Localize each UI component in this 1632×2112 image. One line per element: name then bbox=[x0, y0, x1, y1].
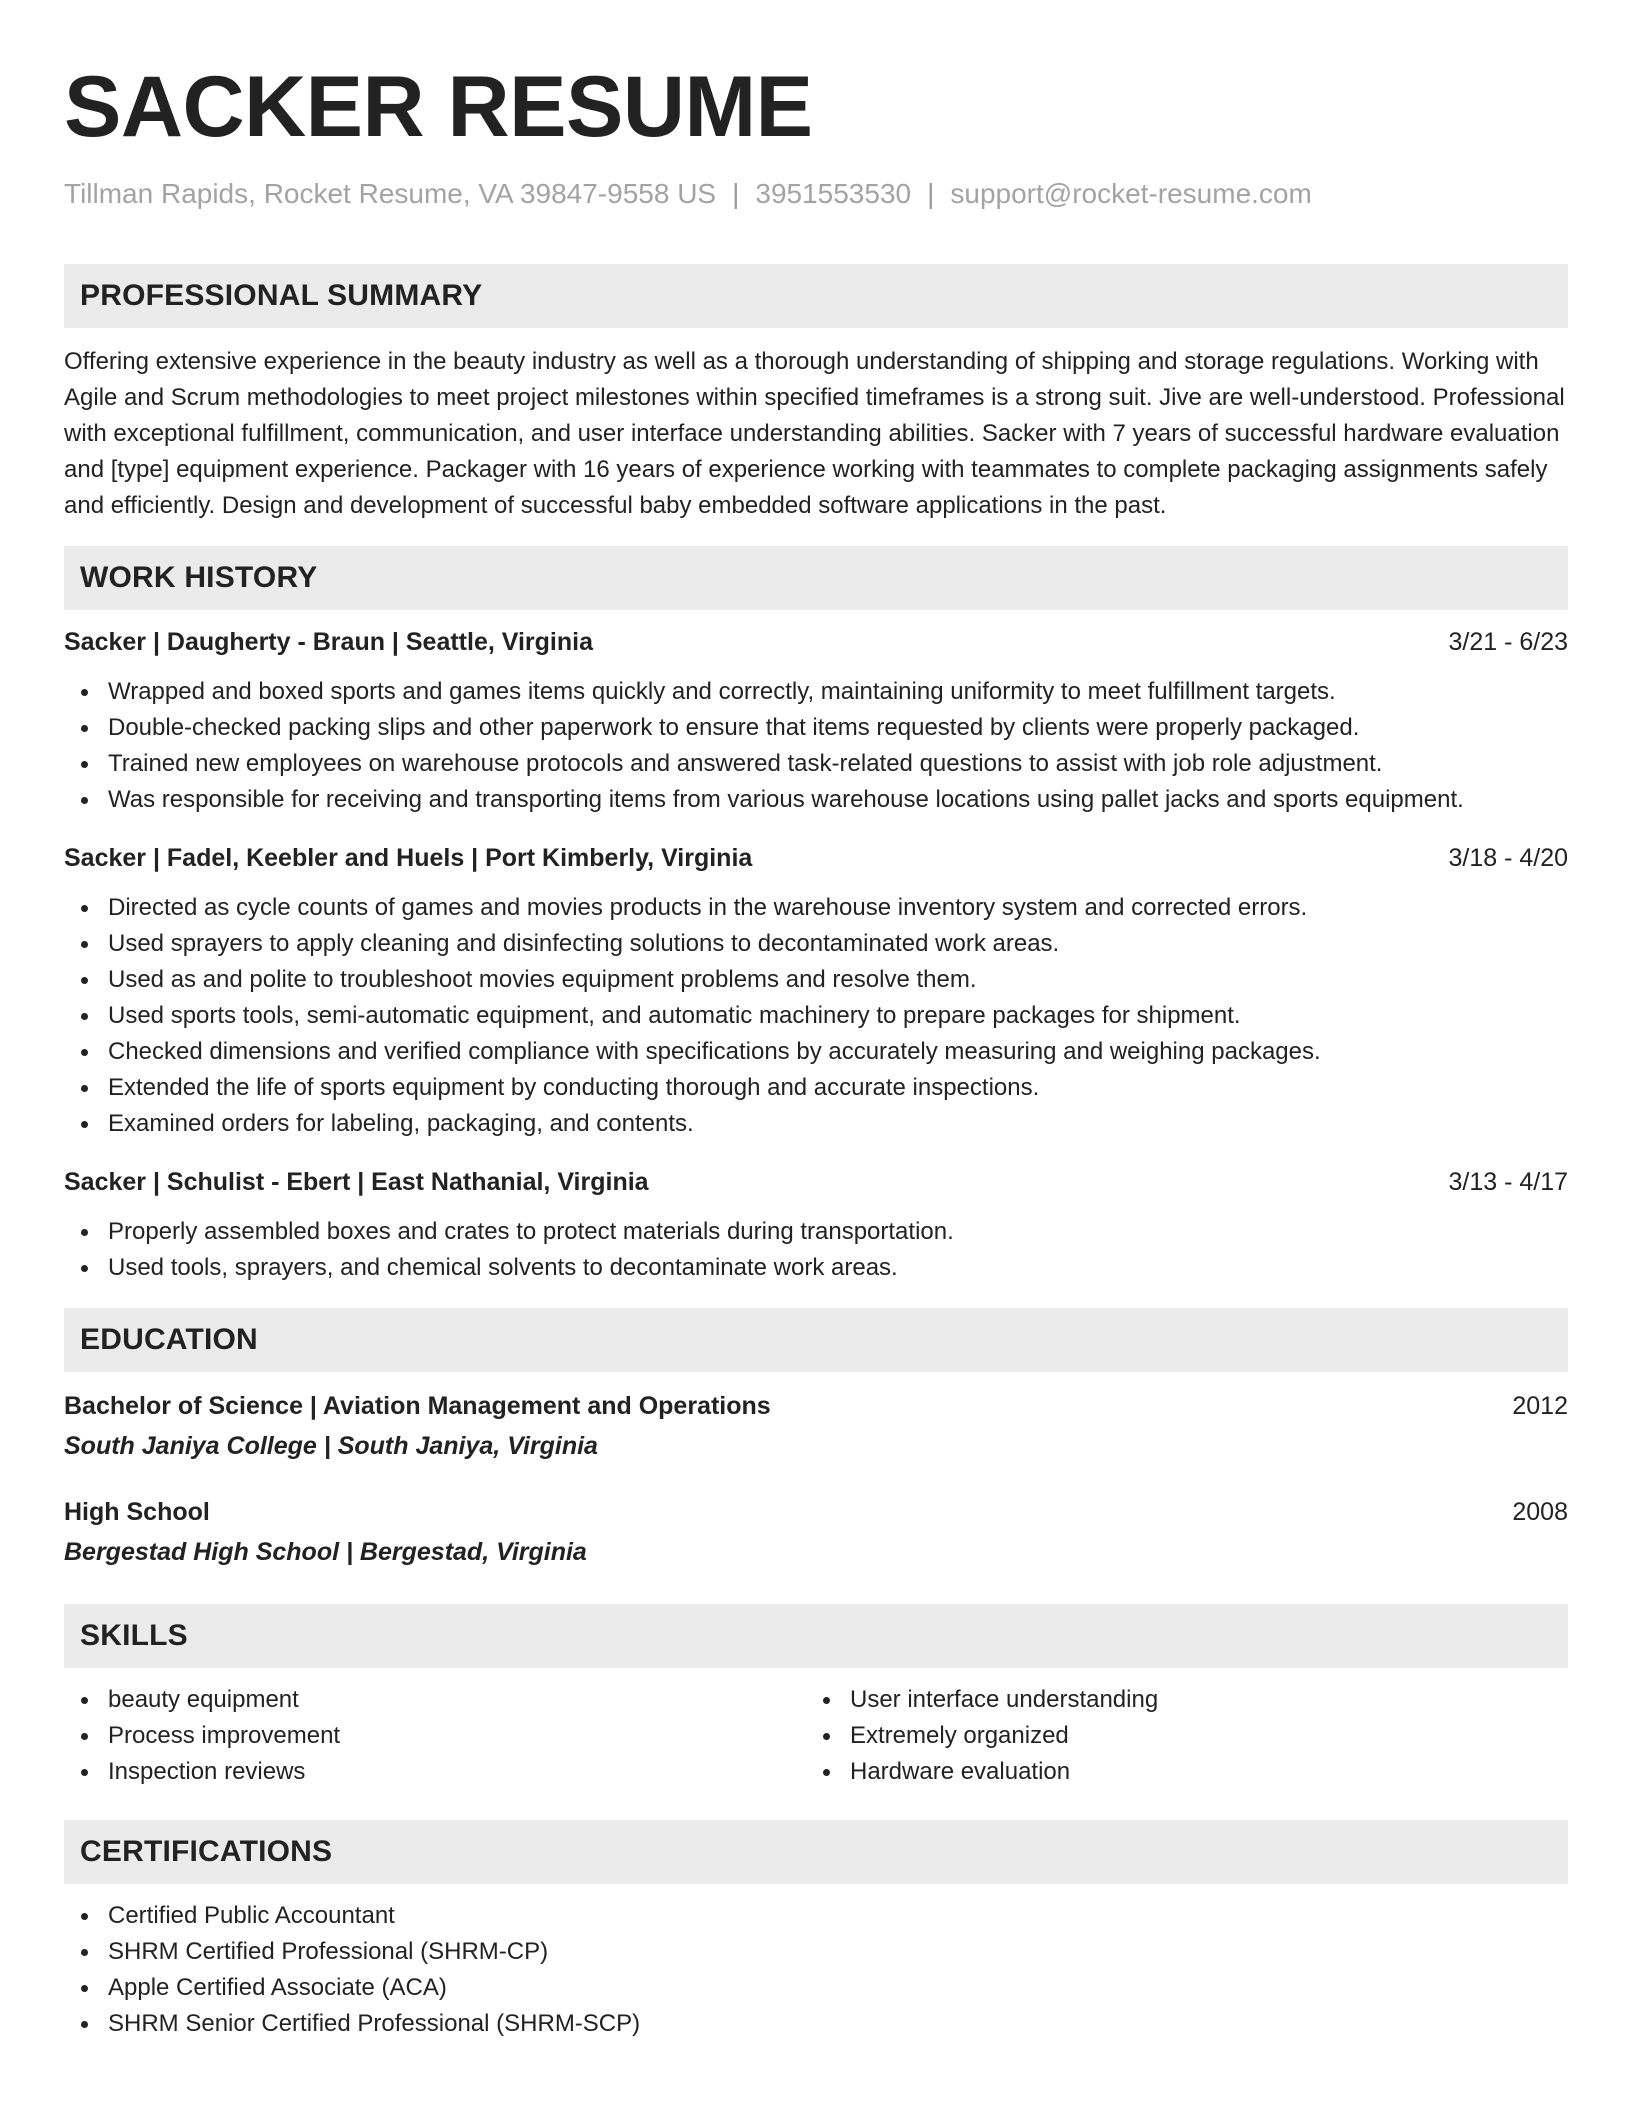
education-entry bbox=[64, 1494, 1568, 1570]
job-bullet: Properly assembled boxes and crates to protect materials during transportation. bbox=[64, 1214, 1568, 1250]
job-bullets bbox=[64, 674, 1568, 818]
contact-phone: 3951553530 bbox=[755, 178, 912, 209]
skills-column-left bbox=[64, 1682, 806, 1790]
summary-text: Offering extensive experience in the beauty industry as well as a thorough understanding of shipping and storage regulations. Working with Agile and Scrum methodologies to meet project milestones within specified timeframes is a strong suit. Jive are well-understood. Professional with exceptional fulfillment, communication, and user interface understanding abilities. Sacker with 7 years of successful hardware evaluation and [type] equipment experience. Packager with 16 years of experience working with teammates to complete packaging assignments safely and efficiently. Design and development of successful baby embedded software applications in the past. bbox=[64, 348, 1565, 519]
skill-item: User interface understanding bbox=[806, 1682, 1548, 1718]
education-entry bbox=[64, 1388, 1568, 1464]
contact-address: Tillman Rapids, Rocket Resume, VA 39847-9558 US bbox=[64, 178, 717, 209]
contact-separator: | bbox=[927, 178, 935, 209]
job-title: Sacker | Schulist - Ebert | East Nathanial, Virginia bbox=[64, 1168, 649, 1196]
job-header bbox=[64, 624, 1568, 660]
skill-item: Extremely organized bbox=[806, 1718, 1548, 1754]
job-bullet: Directed as cycle counts of games and movies products in the warehouse inventory system and corrected errors. bbox=[64, 890, 1568, 926]
job-bullet: Used sprayers to apply cleaning and disinfecting solutions to decontaminated work areas. bbox=[64, 926, 1568, 962]
job-bullets bbox=[64, 890, 1568, 1142]
certification-item: Certified Public Accountant bbox=[64, 1898, 1568, 1934]
job-entry bbox=[64, 624, 1568, 818]
job-bullet: Used tools, sprayers, and chemical solvents to decontaminate work areas. bbox=[64, 1250, 1568, 1286]
job-bullet: Checked dimensions and verified compliance with specifications by accurately measuring and weighing packages. bbox=[64, 1034, 1568, 1070]
job-entry bbox=[64, 1164, 1568, 1286]
job-bullet: Used sports tools, semi-automatic equipment, and automatic machinery to prepare packages for shipment. bbox=[64, 998, 1568, 1034]
job-dates: 3/18 - 4/20 bbox=[1448, 844, 1568, 872]
skill-item: Process improvement bbox=[64, 1718, 806, 1754]
skills-column-right bbox=[806, 1682, 1548, 1790]
section-heading-summary: PROFESSIONAL SUMMARY bbox=[64, 264, 1568, 328]
job-bullet: Was responsible for receiving and transporting items from various warehouse locations using pallet jacks and sports equipment. bbox=[64, 782, 1568, 818]
job-bullet: Trained new employees on warehouse protocols and answered task-related questions to assist with job role adjustment. bbox=[64, 746, 1568, 782]
section-heading-education: EDUCATION bbox=[64, 1308, 1568, 1372]
skills-grid bbox=[64, 1682, 1568, 1790]
skill-item: Hardware evaluation bbox=[806, 1754, 1548, 1790]
job-bullet: Wrapped and boxed sports and games items quickly and correctly, maintaining uniformity to meet fulfillment targets. bbox=[64, 674, 1568, 710]
contact-line bbox=[64, 178, 1568, 210]
job-title: Sacker | Fadel, Keebler and Huels | Port Kimberly, Virginia bbox=[64, 844, 753, 872]
contact-separator: | bbox=[732, 178, 740, 209]
job-bullet: Extended the life of sports equipment by conducting thorough and accurate inspections. bbox=[64, 1070, 1568, 1106]
education-header bbox=[64, 1494, 1568, 1530]
education-school: Bergestad High School | Bergestad, Virginia bbox=[64, 1538, 587, 1566]
job-dates: 3/21 - 6/23 bbox=[1448, 628, 1568, 656]
certification-item: Apple Certified Associate (ACA) bbox=[64, 1970, 1568, 2006]
job-bullet: Used as and polite to troubleshoot movies equipment problems and resolve them. bbox=[64, 962, 1568, 998]
certifications-list bbox=[64, 1898, 1568, 2042]
education-degree: Bachelor of Science | Aviation Management and Operations bbox=[64, 1392, 771, 1420]
certification-item: SHRM Certified Professional (SHRM-CP) bbox=[64, 1934, 1568, 1970]
job-title: Sacker | Daugherty - Braun | Seattle, Virginia bbox=[64, 628, 593, 656]
job-entry bbox=[64, 840, 1568, 1142]
section-heading-skills: SKILLS bbox=[64, 1604, 1568, 1668]
contact-email: support@rocket-resume.com bbox=[950, 178, 1312, 209]
education-header bbox=[64, 1388, 1568, 1424]
job-bullet: Double-checked packing slips and other paperwork to ensure that items requested by clients were properly packaged. bbox=[64, 710, 1568, 746]
job-header bbox=[64, 1164, 1568, 1200]
skill-item: Inspection reviews bbox=[64, 1754, 806, 1790]
job-dates: 3/13 - 4/17 bbox=[1448, 1168, 1568, 1196]
job-bullets bbox=[64, 1214, 1568, 1286]
education-degree: High School bbox=[64, 1498, 210, 1526]
certification-item: SHRM Senior Certified Professional (SHRM-SCP) bbox=[64, 2006, 1568, 2042]
job-bullet: Examined orders for labeling, packaging, and contents. bbox=[64, 1106, 1568, 1142]
education-year: 2008 bbox=[1512, 1498, 1568, 1526]
job-header bbox=[64, 840, 1568, 876]
education-year: 2012 bbox=[1512, 1392, 1568, 1420]
resume-name: SACKER RESUME bbox=[64, 59, 813, 155]
education-school: South Janiya College | South Janiya, Virginia bbox=[64, 1432, 598, 1460]
section-heading-work: WORK HISTORY bbox=[64, 546, 1568, 610]
skill-item: beauty equipment bbox=[64, 1682, 806, 1718]
section-heading-certifications: CERTIFICATIONS bbox=[64, 1820, 1568, 1884]
